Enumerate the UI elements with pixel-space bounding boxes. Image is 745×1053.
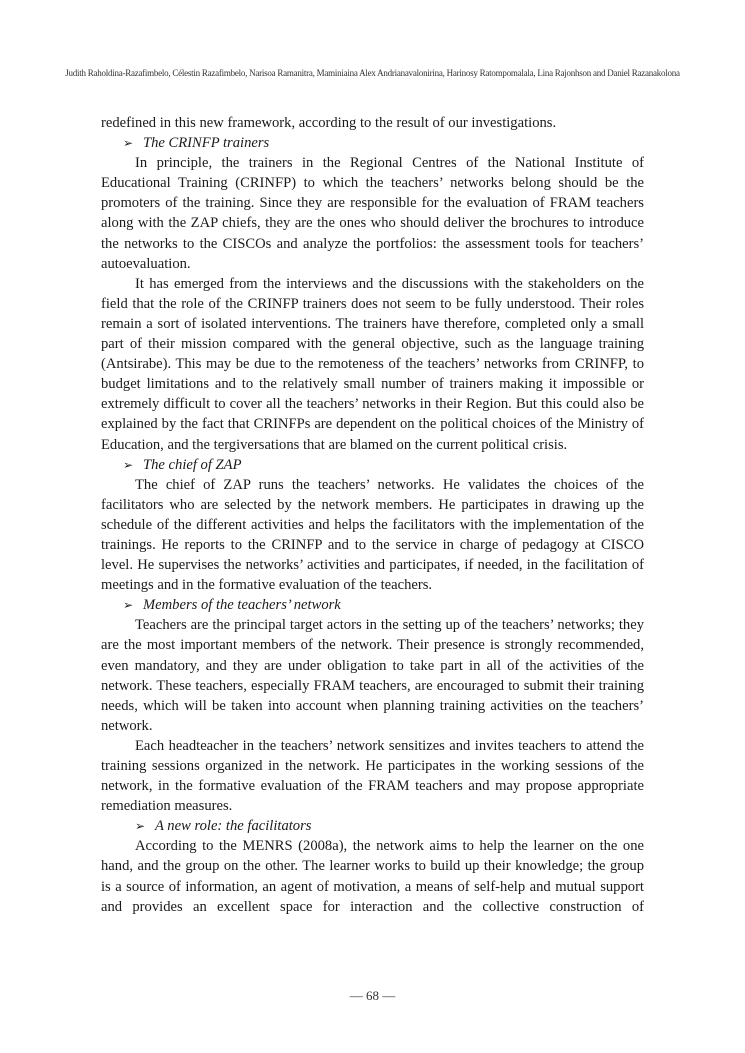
section-title: The CRINFP trainers — [143, 135, 270, 152]
section-heading-network-members — [101, 595, 644, 615]
paragraph: Teachers are the principal target actors in the setting up of the teachers’ networks; they are the most important members of the network. Their presence is strongly recommended, even mandatory, and they are under obligation to take part in all of the activities of the network. These teachers, especially FRAM teachers, are encouraged to submit their training needs, which will be taken into account when planning training activities on the teachers’ network. — [101, 617, 644, 734]
section-title: The chief of ZAP — [143, 456, 242, 473]
paragraph: Each headteacher in the teachers’ network sensitizes and invites teachers to attend the training sessions organized in the network. He participates in the working sessions of the network, in the formative evaluation of the FRAM teachers and may propose appropriate remediation measures. — [101, 737, 644, 815]
section-title: Members of the teachers’ network — [143, 597, 341, 614]
arrow-bullet-icon: ➢ — [135, 819, 146, 834]
section-title: A new role: the facilitators — [155, 818, 312, 835]
arrow-bullet-icon: ➢ — [123, 598, 134, 613]
running-header: Judith Raholdina-Razafimbelo, Célestin Razafimbelo, Narisoa Ramanitra, Maminiaina Alex Andrianavalonirina, Harinosy Ratompomalala, Lina Rajonhson and Daniel Razanakolona — [65, 68, 680, 78]
arrow-bullet-icon: ➢ — [123, 136, 134, 151]
page-body — [101, 113, 644, 917]
section-heading-facilitators — [101, 816, 644, 836]
paragraph: It has emerged from the interviews and the discussions with the stakeholders on the field that the role of the CRINFP trainers does not seem to be fully understood. Their roles remain a sort of isolated interventions. The trainers have therefore, completed only a small part of their mission compared with the general objective, such as the language training (Antsirabe). This may be due to the remoteness of the teachers’ networks from CRINFP, to budget limitations and to the relatively small number of trainers making it impossible or extremely difficult to cover all the teachers’ networks in their Region. But this could also be explained by the fact that CRINFPs are dependent on the political choices of the Ministry of Education, and the tergiversations that are blamed on the current political crisis. — [101, 275, 644, 453]
section-heading-chief-of-zap — [101, 455, 644, 475]
paragraph: According to the MENRS (2008a), the network aims to help the learner on the one hand, and the group on the other. The learner works to build up their knowledge; the group is a source of information, an agent of motivation, a means of self-help and mutual support and provides an excellent space for interaction and the collective construction of — [101, 838, 644, 915]
arrow-bullet-icon: ➢ — [123, 457, 134, 472]
page-number: — 68 — — [349, 988, 396, 1003]
intro-line: redefined in this new framework, according to the result of our investigations. — [101, 115, 557, 131]
section-heading-crinfp-trainers — [101, 133, 644, 153]
paragraph: The chief of ZAP runs the teachers’ networks. He validates the choices of the facilitators who are selected by the network members. He participates in drawing up the schedule of the different activities and helps the facilitators with the implementation of the trainings. He reports to the CRINFP and to the service in charge of pedagogy at CISCO level. He supervises the networks’ activities and participates, if needed, in the facilitation of meetings and in the formative evaluation of the teachers. — [101, 476, 644, 594]
paragraph: In principle, the trainers in the Regional Centres of the National Institute of Educational Training (CRINFP) to which the teachers’ networks belong should be the promoters of the training. Since they are responsible for the evaluation of FRAM teachers along with the ZAP chiefs, they are the ones who should deliver the brochures to introduce the networks to the CISCOs and analyze the portfolios: the assessment tools for teachers’ autoevaluation. — [101, 155, 644, 272]
